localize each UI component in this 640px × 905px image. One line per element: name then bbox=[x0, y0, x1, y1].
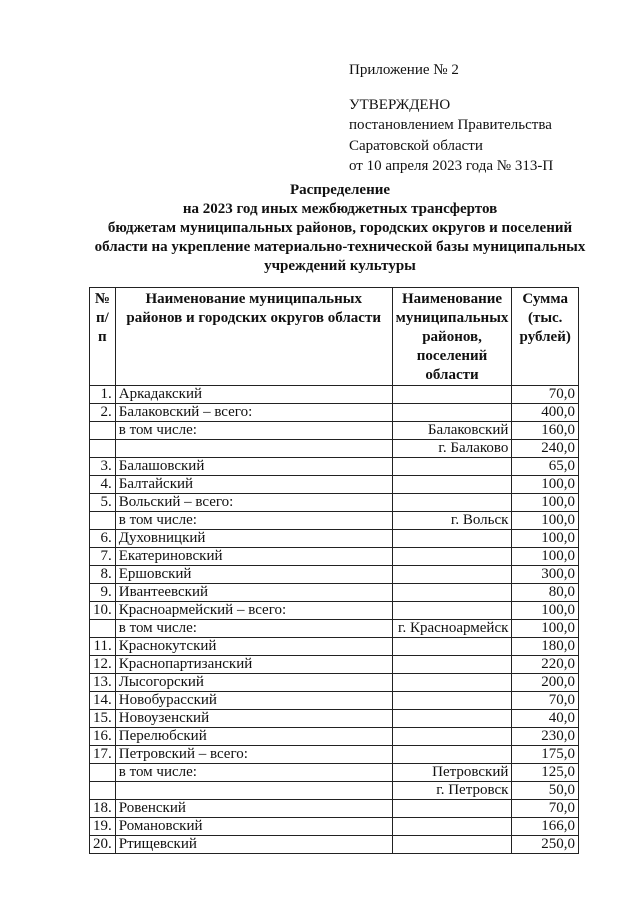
table-row bbox=[90, 476, 579, 494]
row-number bbox=[90, 422, 116, 440]
table-row bbox=[90, 710, 579, 728]
row-district: Екатериновский bbox=[115, 548, 392, 566]
row-sum: 250,0 bbox=[512, 836, 579, 854]
document-title bbox=[60, 181, 620, 276]
row-settlement bbox=[392, 548, 512, 566]
table-row bbox=[90, 494, 579, 512]
row-sum: 100,0 bbox=[512, 602, 579, 620]
row-settlement: г. Красноармейск bbox=[392, 620, 512, 638]
approval-line-2: Саратовской области bbox=[349, 137, 483, 154]
row-settlement bbox=[392, 674, 512, 692]
row-district: Лысогорский bbox=[115, 674, 392, 692]
approval-line-3: от 10 апреля 2023 года № 313-П bbox=[349, 158, 554, 174]
row-number bbox=[90, 782, 116, 800]
row-district: Краснокутский bbox=[115, 638, 392, 656]
row-sum: 125,0 bbox=[512, 764, 579, 782]
table-row bbox=[90, 746, 579, 764]
row-sum: 300,0 bbox=[512, 566, 579, 584]
row-sum: 100,0 bbox=[512, 476, 579, 494]
row-settlement: г. Вольск bbox=[392, 512, 512, 530]
row-district bbox=[115, 782, 392, 800]
row-sum: 240,0 bbox=[512, 440, 579, 458]
row-district: Перелюбский bbox=[115, 728, 392, 746]
row-sum: 100,0 bbox=[512, 620, 579, 638]
row-settlement bbox=[392, 494, 512, 512]
row-district: Балашовский bbox=[115, 458, 392, 476]
row-number bbox=[90, 620, 116, 638]
title-line-4: области на укрепление материально-технической базы муниципальных bbox=[94, 239, 586, 255]
row-settlement bbox=[392, 728, 512, 746]
title-line-1: Распределение bbox=[289, 182, 391, 198]
row-sum: 70,0 bbox=[512, 692, 579, 710]
table-row bbox=[90, 548, 579, 566]
table-row bbox=[90, 836, 579, 854]
header-sum: Сумма (тыс. рублей) bbox=[512, 288, 579, 386]
row-settlement bbox=[392, 458, 512, 476]
row-settlement bbox=[392, 566, 512, 584]
row-district: Ершовский bbox=[115, 566, 392, 584]
appendix-number: Приложение № 2 bbox=[349, 62, 459, 78]
distribution-table bbox=[89, 287, 579, 854]
row-settlement: г. Петровск bbox=[392, 782, 512, 800]
row-number: 19. bbox=[90, 818, 116, 836]
row-district: Новоузенский bbox=[115, 710, 392, 728]
table-row bbox=[90, 440, 579, 458]
row-district: Балаковский – всего: bbox=[115, 404, 392, 422]
table-row bbox=[90, 458, 579, 476]
row-district: Новобурасский bbox=[115, 692, 392, 710]
table-row bbox=[90, 584, 579, 602]
row-sum: 100,0 bbox=[512, 548, 579, 566]
row-number: 9. bbox=[90, 584, 116, 602]
header-number: № п/п bbox=[90, 288, 116, 386]
row-district: в том числе: bbox=[115, 512, 392, 530]
row-district: Балтайский bbox=[115, 476, 392, 494]
row-number: 12. bbox=[90, 656, 116, 674]
table-row bbox=[90, 404, 579, 422]
table-row bbox=[90, 530, 579, 548]
row-sum: 40,0 bbox=[512, 710, 579, 728]
row-settlement bbox=[392, 530, 512, 548]
row-sum: 100,0 bbox=[512, 494, 579, 512]
row-settlement: Балаковский bbox=[392, 422, 512, 440]
row-sum: 400,0 bbox=[512, 404, 579, 422]
table-row bbox=[90, 620, 579, 638]
row-settlement bbox=[392, 638, 512, 656]
row-sum: 100,0 bbox=[512, 512, 579, 530]
row-number: 11. bbox=[90, 638, 116, 656]
row-district: Петровский – всего: bbox=[115, 746, 392, 764]
header-district: Наименование муниципальных районов и городских округов области bbox=[115, 288, 392, 386]
row-number: 6. bbox=[90, 530, 116, 548]
row-district: Вольский – всего: bbox=[115, 494, 392, 512]
row-settlement bbox=[392, 836, 512, 854]
row-number: 18. bbox=[90, 800, 116, 818]
row-settlement bbox=[392, 404, 512, 422]
title-line-5: учреждений культуры bbox=[264, 258, 416, 274]
row-number: 17. bbox=[90, 746, 116, 764]
table-row bbox=[90, 692, 579, 710]
row-sum: 100,0 bbox=[512, 530, 579, 548]
approved-label: УТВЕРЖДЕНО bbox=[349, 96, 451, 113]
table-row bbox=[90, 656, 579, 674]
row-settlement bbox=[392, 746, 512, 764]
row-settlement bbox=[392, 818, 512, 836]
table-row bbox=[90, 818, 579, 836]
row-number: 16. bbox=[90, 728, 116, 746]
table-row bbox=[90, 422, 579, 440]
row-district: Ровенский bbox=[115, 800, 392, 818]
row-sum: 50,0 bbox=[512, 782, 579, 800]
row-sum: 160,0 bbox=[512, 422, 579, 440]
row-settlement: Петровский bbox=[392, 764, 512, 782]
row-settlement bbox=[392, 476, 512, 494]
row-sum: 166,0 bbox=[512, 818, 579, 836]
row-number bbox=[90, 512, 116, 530]
row-district: Красноармейский – всего: bbox=[115, 602, 392, 620]
row-number: 7. bbox=[90, 548, 116, 566]
row-number: 10. bbox=[90, 602, 116, 620]
table-row bbox=[90, 512, 579, 530]
row-number bbox=[90, 764, 116, 782]
row-number: 8. bbox=[90, 566, 116, 584]
table-row bbox=[90, 602, 579, 620]
row-settlement bbox=[392, 800, 512, 818]
row-district: в том числе: bbox=[115, 620, 392, 638]
row-number: 20. bbox=[90, 836, 116, 854]
row-district: Аркадакский bbox=[115, 386, 392, 404]
title-line-3: бюджетам муниципальных районов, городских округов и поселений bbox=[107, 220, 573, 236]
table-row bbox=[90, 764, 579, 782]
row-district: Ивантеевский bbox=[115, 584, 392, 602]
row-number: 14. bbox=[90, 692, 116, 710]
table-row bbox=[90, 566, 579, 584]
row-number: 15. bbox=[90, 710, 116, 728]
row-sum: 230,0 bbox=[512, 728, 579, 746]
row-settlement bbox=[392, 386, 512, 404]
approval-stamp bbox=[349, 60, 553, 177]
row-number: 13. bbox=[90, 674, 116, 692]
row-district: в том числе: bbox=[115, 422, 392, 440]
row-number: 2. bbox=[90, 404, 116, 422]
row-district: в том числе: bbox=[115, 764, 392, 782]
row-sum: 200,0 bbox=[512, 674, 579, 692]
row-settlement bbox=[392, 602, 512, 620]
header-settlement: Наименование муниципальных районов, поселений области bbox=[392, 288, 512, 386]
table-row bbox=[90, 638, 579, 656]
row-sum: 70,0 bbox=[512, 386, 579, 404]
row-settlement: г. Балаково bbox=[392, 440, 512, 458]
table-row bbox=[90, 386, 579, 404]
row-number: 4. bbox=[90, 476, 116, 494]
row-number: 1. bbox=[90, 386, 116, 404]
table-row bbox=[90, 728, 579, 746]
row-number bbox=[90, 440, 116, 458]
row-district: Ртищевский bbox=[115, 836, 392, 854]
table-row bbox=[90, 782, 579, 800]
row-number: 3. bbox=[90, 458, 116, 476]
row-sum: 70,0 bbox=[512, 800, 579, 818]
row-sum: 175,0 bbox=[512, 746, 579, 764]
title-line-2: на 2023 год иных межбюджетных трансфертов bbox=[182, 201, 498, 217]
table-row bbox=[90, 674, 579, 692]
row-settlement bbox=[392, 656, 512, 674]
table-body bbox=[90, 386, 579, 854]
table-header-row bbox=[90, 288, 579, 386]
row-district: Романовский bbox=[115, 818, 392, 836]
row-settlement bbox=[392, 584, 512, 602]
row-district: Духовницкий bbox=[115, 530, 392, 548]
row-number: 5. bbox=[90, 494, 116, 512]
row-district bbox=[115, 440, 392, 458]
row-settlement bbox=[392, 710, 512, 728]
approval-line-1: постановлением Правительства bbox=[349, 117, 552, 133]
row-sum: 180,0 bbox=[512, 638, 579, 656]
row-sum: 65,0 bbox=[512, 458, 579, 476]
row-settlement bbox=[392, 692, 512, 710]
table-row bbox=[90, 800, 579, 818]
row-district: Краснопартизанский bbox=[115, 656, 392, 674]
row-sum: 80,0 bbox=[512, 584, 579, 602]
row-sum: 220,0 bbox=[512, 656, 579, 674]
